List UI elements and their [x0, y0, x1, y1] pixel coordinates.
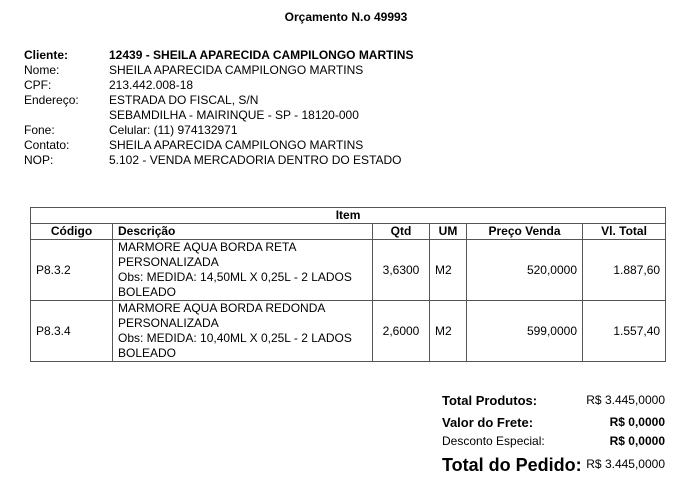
info-value: SHEILA APARECIDA CAMPILONGO MARTINS — [109, 138, 364, 152]
header-um: UM — [430, 224, 467, 240]
document-title: Orçamento N.o 49993 — [284, 10, 408, 24]
info-row-cpf — [24, 78, 413, 93]
info-label: CPF: — [24, 78, 52, 92]
items-table — [30, 207, 666, 362]
table-caption: Item — [31, 208, 666, 224]
info-row-endereco — [24, 93, 413, 108]
cell-descricao — [113, 301, 373, 362]
info-label — [24, 108, 109, 123]
total-value: R$ 0,0000 — [609, 434, 665, 448]
total-label: Total Produtos: — [442, 393, 538, 408]
info-row-fone — [24, 123, 413, 138]
header-qtd: Qtd — [373, 224, 430, 240]
cell-preco: 520,0000 — [467, 240, 583, 301]
info-label: Contato: — [24, 138, 70, 152]
info-row-cliente — [24, 48, 413, 63]
total-value: R$ 3.445,0000 — [586, 457, 665, 471]
total-value: R$ 3.445,0000 — [586, 393, 665, 407]
total-value: R$ 0,0000 — [609, 415, 665, 429]
item-obs: Obs: MEDIDA: 14,50ML X 0,25L - 2 LADOS BOLEADO — [118, 270, 352, 299]
cell-qtd: 3,6300 — [373, 240, 430, 301]
cell-preco: 599,0000 — [467, 301, 583, 362]
table-row — [31, 301, 666, 362]
total-label: Valor do Frete: — [442, 415, 534, 430]
table-row — [31, 240, 666, 301]
item-description: MARMORE AQUA BORDA REDONDA PERSONALIZADA — [118, 301, 325, 330]
info-value: 12439 - SHEILA APARECIDA CAMPILONGO MARTINS — [109, 48, 414, 62]
cell-descricao — [113, 240, 373, 301]
info-label: Endereço: — [24, 93, 79, 107]
cell-qtd: 2,6000 — [373, 301, 430, 362]
client-info — [24, 48, 413, 168]
header-codigo: Código — [31, 224, 113, 240]
info-value: ESTRADA DO FISCAL, S/N — [109, 93, 259, 107]
info-label: Cliente: — [24, 48, 69, 62]
info-row-endereco-2 — [24, 108, 413, 123]
header-descricao: Descrição — [113, 224, 373, 240]
info-value: 5.102 - VENDA MERCADORIA DENTRO DO ESTADO — [109, 153, 402, 167]
info-value: SHEILA APARECIDA CAMPILONGO MARTINS — [109, 63, 364, 77]
item-obs: Obs: MEDIDA: 10,40ML X 0,25L - 2 LADOS BOLEADO — [118, 331, 352, 360]
total-label: Total do Pedido: — [442, 455, 582, 475]
cell-total: 1.887,60 — [583, 240, 666, 301]
info-label: Nome: — [24, 63, 60, 77]
info-label: NOP: — [24, 153, 54, 167]
cell-codigo: P8.3.2 — [31, 240, 113, 301]
header-total: Vl. Total — [583, 224, 666, 240]
table-header-row — [31, 224, 666, 240]
cell-um: M2 — [430, 301, 467, 362]
info-value: 213.442.008-18 — [109, 78, 194, 92]
info-row-contato — [24, 138, 413, 153]
info-value: SEBAMDILHA - MAIRINQUE - SP - 18120-000 — [109, 108, 359, 122]
info-value: Celular: (11) 974132971 — [109, 123, 238, 137]
info-row-nome — [24, 63, 413, 78]
info-row-nop — [24, 153, 413, 168]
item-description: MARMORE AQUA BORDA RETA PERSONALIZADA — [118, 240, 296, 269]
header-preco: Preço Venda — [467, 224, 583, 240]
total-label: Desconto Especial: — [442, 434, 545, 448]
cell-um: M2 — [430, 240, 467, 301]
cell-total: 1.557,40 — [583, 301, 666, 362]
cell-codigo: P8.3.4 — [31, 301, 113, 362]
info-label: Fone: — [24, 123, 55, 137]
